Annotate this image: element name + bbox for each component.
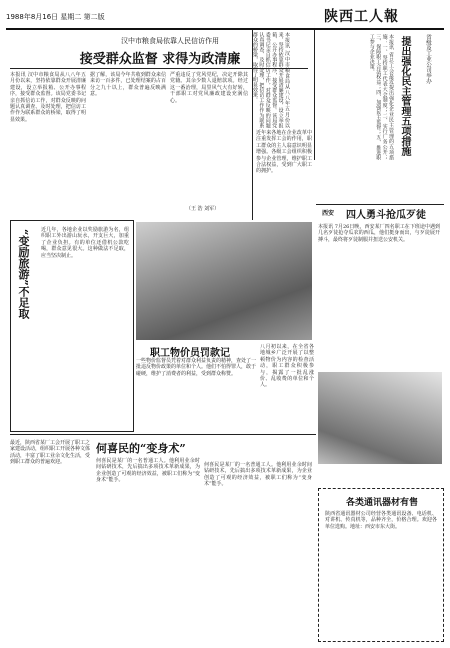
lead-byline: （王 浩 刘军） [186, 206, 220, 212]
feature2-rule [10, 434, 316, 435]
feature2-headline: 何喜民的“变身术” [96, 442, 186, 455]
ad-box [318, 488, 444, 642]
issue-date: 1988年8月16日 星期二 第二版 [6, 13, 105, 21]
sidebar-box [10, 220, 134, 432]
lead-body-3: 严重违反了党风党纪，决定开除其党籍。其余少数人退赔款项。经过这一番治理，局里风气大有好转，干部职工对党风廉政建设充满信心。 [170, 72, 248, 104]
right-kicker: 省级及工业公司举办 [425, 34, 431, 84]
ad-headline: 各类通讯器材有售 [345, 498, 418, 508]
center-col-text: 八月初以来，在全省各地城乡广泛开展了以整顿物价为内容的检查活动，职工群众积极参与，揭露了一批乱涨价、乱收费的单位和个人。 [260, 344, 314, 389]
right-rule [316, 204, 444, 205]
lead-headline: 接受群众监督 求得为政清廉 [79, 52, 241, 67]
right-headline: 提出强化民主管理五项措施 [399, 36, 410, 156]
lead-kicker: 汉中市粮食局依靠人民信访作用 [121, 37, 219, 45]
right-body: 本报讯 省总工会最近提出强化企业民主管理的五项措施：一、坚持职工代表大会制度；二、实行厂务公开；三、保障职工合法权益；四、加强民主监督；五、推进职工参与企业决策。 [368, 34, 394, 160]
feature-headline: 职工物价员罚款记 [150, 348, 230, 359]
feature2-body: 何喜民是某厂的一名普通工人。他利用业余时间钻研技术，先后搞出多项技术革新成果，为企业创造了可观的经济效益，被职工们称为“变身术”能手。 [96, 458, 200, 484]
ad-body: 陕西省通讯器材公司经营各类通讯设备、电话机、对讲机、传真机等，品种齐全，价格合理。欢迎各单位选购。地址：西安市东大街。 [325, 511, 437, 530]
mid-vertical-text: 本报讯 汉中市粮食局从八八年五月份以来，坚持依靠群众开展清廉建设，设立举报箱、公开办事程序，接受群众监督。该局党委书记亲自抓信访工作，对群众反映的问题认真调查、及时处理，把信访工作作为联系群众的桥梁，取得了明显效果。 [251, 32, 290, 128]
lead-body-2: 据了解，该局今年共收到群众来信来访一百多件，已处理结案的占百分之九十以上，群众普遍反映满意。 [90, 72, 166, 98]
bottom-left-body: 最近，陕西省某厂工会开展了职工之家建设活动，组织职工开展各种文体活动，丰富了职工业余文化生活，受到职工群众的普遍欢迎。 [10, 440, 91, 466]
win-kicker: 西安 [322, 210, 335, 217]
sidebar-title: “变励旅游”不足取 [17, 229, 30, 319]
sidebar-body: 近几年，各地企业以奖励旅游为名，组织职工外出游山玩水，开支巨大，加重了企业负担。有的单位还借机公款吃喝，群众意见很大。这种做法不足取，应当坚决制止。 [41, 227, 129, 259]
feature2-body-2: 何喜民是某厂的一名普通工人。他利用业余时间钻研技术，先后搞出多项技术革新成果，为企业创造了可观的经济效益，被职工们称为“变身术”能手。 [204, 462, 312, 488]
photograph-secondary [318, 372, 442, 464]
masthead [6, 6, 444, 30]
newspaper-title: 陕西工人報 [324, 9, 399, 25]
lead-body: 本报讯 汉中市粮食局从八八年五月份以来，坚持依靠群众开展清廉建设，设立举报箱、公开办事程序，接受群众监督。该局党委书记亲自抓信访工作，对群众反映的问题认真调查、及时处理，把信访工作作为联系群众的桥梁，取得了明显效果。 [10, 72, 86, 123]
win-headline: 四人勇斗抢瓜歹徒 [346, 210, 426, 221]
win-body: 本报讯 7月26日晚，西安某厂四名职工在下班途中遇到几名歹徒抢夺瓜农的西瓜，他们挺身而出，与歹徒展开搏斗，最终将歹徒制服并扭送公安机关。 [318, 224, 440, 243]
feature-body: 一些物价监督员凭着对群众利益负责的精神，查处了一批违反物价政策的单位和个人。他们不怕得罪人，敢于碰硬，维护了消费者的利益，受到群众称赞。 [136, 358, 257, 377]
right-divider [314, 30, 315, 160]
photograph-main [136, 222, 312, 340]
mid-col-text: 近年来各地在企业改革中注重发挥工会的作用，职工群众的主人翁意识明显增强。各级工会组织积极参与企业管理，维护职工合法权益，受到广大职工的拥护。 [256, 130, 312, 175]
